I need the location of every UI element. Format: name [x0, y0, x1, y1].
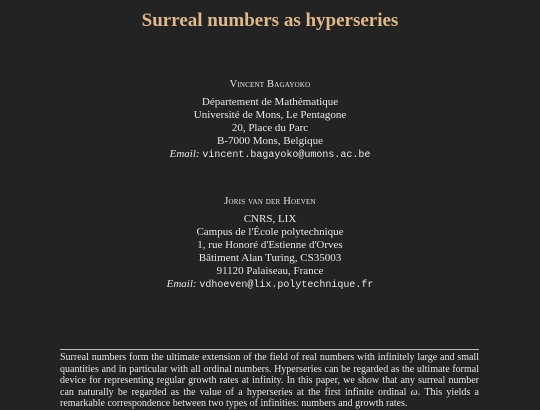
affiliation-line: 1, rue Honoré d'Estienne d'Orves [197, 239, 343, 251]
abstract [60, 352, 479, 410]
author-block-2 [0, 195, 540, 292]
affiliation-line: 20, Place du Parc [231, 122, 309, 134]
affiliation-line: Université de Mons, Le Pentagone [193, 109, 347, 121]
email-line [0, 278, 540, 292]
affiliation-line: Département de Mathématique [201, 96, 339, 108]
abstract-text-end: . This yields a remarkable correspondence between two types of infinities: numbers and growth rates. [60, 386, 479, 410]
email-label: Email: [166, 278, 197, 290]
omega-symbol: ω [410, 386, 418, 398]
email-line [0, 148, 540, 162]
affiliation-line: Bâtiment Alan Turing, CS35003 [198, 252, 342, 264]
abstract-text: Surreal numbers form the ultimate extension of the field of real numbers with infinitely large and small quantities and in particular with all ordinal numbers. Hyperseries can be regarded as the ultimate formal device for representing regular growth rates at infinity. In this paper, we show that any surreal number can naturally be regarded as the value of a hyperseries at the first infinite ordinal [60, 352, 479, 398]
email-address[interactable]: vdhoeven@lix.polytechnique.fr [199, 280, 374, 291]
affiliation-line: Campus de l'École polytechnique [196, 226, 344, 238]
author-name: Vincent Bagayoko [229, 79, 311, 90]
affiliation-line: CNRS, LIX [243, 213, 297, 225]
author-name: Joris van der Hoeven [224, 196, 316, 207]
email-address[interactable]: vincent.bagayoko@umons.ac.be [202, 150, 371, 161]
email-label: Email: [169, 148, 200, 160]
author-block-1 [0, 78, 540, 162]
affiliation-line: B-7000 Mons, Belgique [216, 135, 324, 147]
paper-title: Surreal numbers as hyperseries [141, 10, 399, 31]
abstract-rule [60, 349, 479, 350]
affiliation-line: 91120 Palaiseau, France [216, 265, 324, 277]
